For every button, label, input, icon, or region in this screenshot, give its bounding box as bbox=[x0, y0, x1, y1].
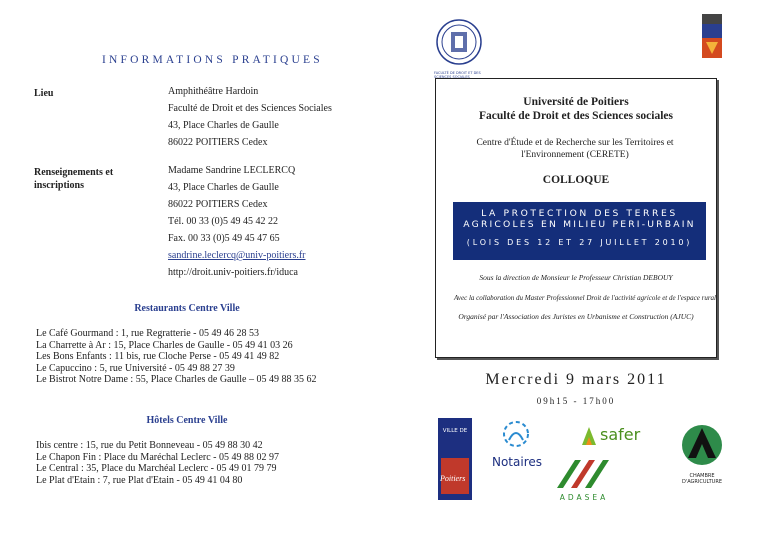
adasea-icon bbox=[553, 460, 615, 488]
list-item: Ibis centre : 15, rue du Petit Bonneveau - 05 49 88 30 42 bbox=[36, 440, 263, 451]
safer-icon bbox=[580, 425, 598, 447]
adasea-logo bbox=[553, 460, 615, 502]
lieu-label: Lieu bbox=[34, 88, 54, 99]
ville-poitiers-logo bbox=[438, 418, 472, 500]
adasea-label: ADASEA bbox=[559, 493, 609, 502]
banner-title-line1: LA PROTECTION DES TERRES bbox=[481, 208, 678, 219]
notaires-icon bbox=[496, 420, 536, 450]
panel-header bbox=[435, 95, 717, 123]
lieu-line: 86022 POITIERS Cedex bbox=[168, 137, 268, 148]
list-item: Les Bons Enfants : 11 bis, rue Cloche Perse - 05 49 41 49 82 bbox=[36, 351, 280, 363]
direction-text: Sous la direction de Monsieur le Professeur Christian DEBOUY bbox=[479, 273, 673, 282]
renseignements-label: Renseignements et inscriptions bbox=[34, 167, 114, 191]
chambre-label: CHAMBRE D'AGRICULTURE bbox=[682, 473, 722, 485]
chambre-icon bbox=[680, 422, 724, 468]
collaboration-text: Avec la collaboration du Master Professionnel Droit de l'activité agricole et de l'espace rural bbox=[453, 294, 716, 302]
colloque-label: COLLOQUE bbox=[542, 174, 610, 186]
renseignements-contact bbox=[168, 162, 418, 281]
list-item: Le Chapon Fin : Place du Maréchal Leclerc - 05 49 88 02 97 bbox=[36, 451, 279, 463]
website-url: http://droit.univ-poitiers.fr/iduca bbox=[168, 267, 298, 278]
event-time: 09h15 - 17h00 bbox=[536, 396, 616, 406]
list-item: Le Capuccino : 5, rue Université - 05 49 88 27 39 bbox=[36, 362, 235, 374]
seal-caption: FACULTÉ DE DROIT ET DES SCIENCES SOCIALES bbox=[434, 71, 481, 79]
faculty-name: Faculté de Droit et des Sciences sociales bbox=[479, 110, 673, 122]
hotels-list bbox=[36, 440, 416, 486]
lieu-address bbox=[168, 83, 418, 151]
notaires-logo bbox=[482, 420, 552, 469]
university-name: Université de Poitiers bbox=[523, 96, 629, 108]
banner-title-line2: AGRICOLES EN MILIEU PERI-URBAIN bbox=[463, 219, 696, 230]
organiser-text: Organisé par l'Association des Juristes en Urbanisme et Construction (AJUC) bbox=[458, 312, 694, 321]
list-item: La Charrette à Ar : 15, Place Charles de Gaulle - 05 49 41 03 26 bbox=[36, 339, 293, 351]
safer-logo bbox=[580, 425, 650, 447]
safer-label: safer bbox=[600, 425, 641, 444]
faculty-seal-logo bbox=[434, 18, 488, 79]
lieu-line: 43, Place Charles de Gaulle bbox=[168, 120, 279, 131]
ville-name: Poitiers bbox=[440, 474, 466, 483]
notaires-label: Notaires bbox=[491, 455, 542, 469]
lieu-line: Amphithéâtre Hardoin bbox=[168, 86, 259, 97]
contact-line: 43, Place Charles de Gaulle bbox=[168, 182, 279, 193]
list-item: Le Café Gourmand : 1, rue Regratterie - 05 49 46 28 53 bbox=[36, 328, 259, 339]
contact-line: Tél. 00 33 (0)5 49 45 42 22 bbox=[168, 216, 278, 227]
event-date: Mercredi 9 mars 2011 bbox=[485, 371, 667, 388]
research-centre: Centre d'Étude et de Recherche sur les Territoires et l'Environnement (CERETE) bbox=[476, 138, 674, 160]
hotels-heading: Hôtels Centre Ville bbox=[146, 415, 228, 426]
university-logo bbox=[702, 14, 722, 58]
banner-subtitle: (LOIS DES 12 ET 27 JUILLET 2010) bbox=[466, 238, 693, 247]
list-item: Le Bistrot Notre Dame : 55, Place Charles de Gaulle – 05 49 88 35 62 bbox=[36, 374, 317, 386]
chambre-agriculture-logo bbox=[680, 422, 724, 485]
email-link[interactable]: sandrine.leclercq@univ-poitiers.fr bbox=[168, 250, 306, 261]
section-heading-informations: INFORMATIONS PRATIQUES bbox=[102, 54, 323, 66]
university-logo-icon bbox=[702, 14, 722, 58]
contact-line: Fax. 00 33 (0)5 49 45 47 65 bbox=[168, 233, 280, 244]
lieu-line: Faculté de Droit et des Sciences Sociales bbox=[168, 103, 332, 114]
seal-icon bbox=[434, 18, 484, 66]
ville-label: VILLE DE bbox=[442, 428, 468, 434]
list-item: Le Central : 35, Place du Marchéal Leclerc - 05 49 01 79 79 bbox=[36, 463, 277, 475]
restaurants-list bbox=[36, 328, 416, 386]
list-item: Le Plat d'Etain : 7, rue Plat d'Etain - 05 49 41 04 80 bbox=[36, 474, 243, 486]
contact-line: Madame Sandrine LECLERCQ bbox=[168, 165, 296, 176]
restaurants-heading: Restaurants Centre Ville bbox=[134, 303, 240, 314]
title-banner bbox=[453, 202, 706, 260]
contact-line: 86022 POITIERS Cedex bbox=[168, 199, 268, 210]
